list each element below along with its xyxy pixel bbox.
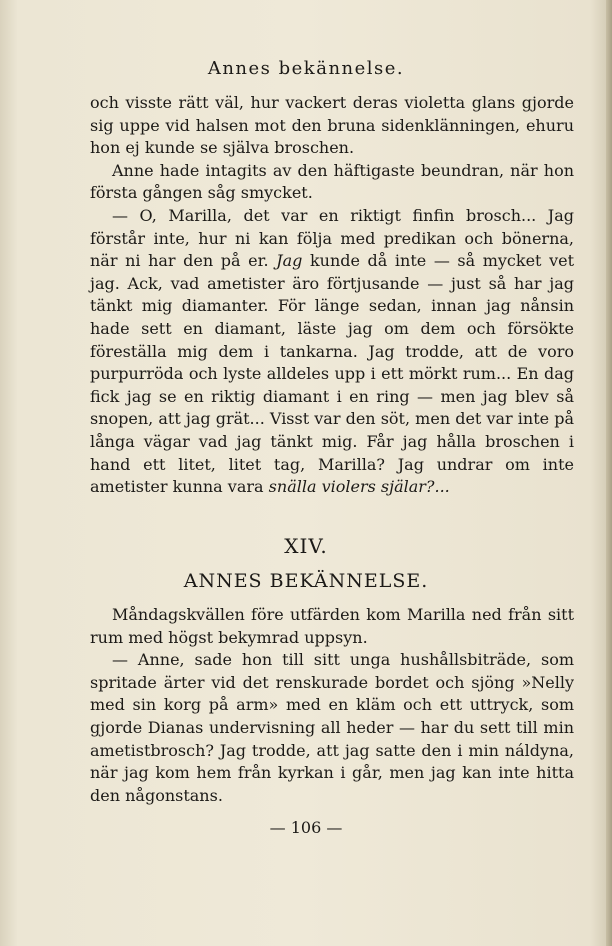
dialogue-text: — O, Marilla, det var en riktigt finfin brosch... Jag förstår inte, hur ni kan följa med predikan och bönerna, när ni har den på er.	[90, 205, 574, 271]
text-block-top	[90, 92, 574, 499]
paragraph	[90, 205, 574, 499]
emphasized-word: Jag	[276, 251, 303, 271]
text-block-bottom	[90, 604, 574, 807]
page-binding-edge	[606, 0, 612, 946]
dialogue-text: kunde då inte — så mycket vet jag. Ack, vad ametister äro förtjusande — just så har jag tänkt mig diamanter. För länge sedan, innan jag nånsin hade sett en diamant, läste jag om dem och försökte föreställa mig dem i tankarna. Jag trodde, att de voro purpurröda och lyste alldeles upp i ett mörkt rum... En dag fick jag se en riktig diamant i en ring — men jag blev så snopen, att jag grät... Visst var den söt, men det var inte på långa vägar vad jag tänkt mig. Får jag hålla broschen i hand ett litet, litet tag, Marilla? Jag undrar om inte ametister kunna vara	[90, 251, 575, 497]
running-head: Annes bekännelse.	[207, 58, 405, 79]
paragraph: och visste rätt väl, hur vackert deras violetta glans gjorde sig uppe vid halsen mot den bruna sidenklänningen, ehuru hon ej kunde se själva broschen.	[90, 93, 574, 158]
chapter-title: ANNES BEKÄNNELSE.	[183, 570, 429, 592]
paragraph: Måndagskvällen före utfärden kom Marilla ned från sitt rum med högst bekymrad uppsyn.	[90, 605, 574, 647]
paragraph: — Anne, sade hon till sitt unga hushållsbiträde, som spritade ärter vid det renskurade bordet och sjöng »Nelly med sin korg på arm» med en kläm och ett uttryck, som gjorde Dianas undervisning all heder — har du sett till min ametistbrosch? Jag trodde, att jag satte den i min náldyna, när jag kom hem från kyrkan i går, men jag kan inte hitta den någonstans.	[90, 650, 574, 805]
paragraph: Anne hade intagits av den häftigaste beundran, när hon första gången såg smycket.	[90, 160, 574, 203]
page-number: — 106 —	[269, 818, 343, 837]
chapter-number: XIV.	[284, 534, 328, 558]
emphasized-phrase: snälla violers själar?...	[268, 477, 450, 497]
